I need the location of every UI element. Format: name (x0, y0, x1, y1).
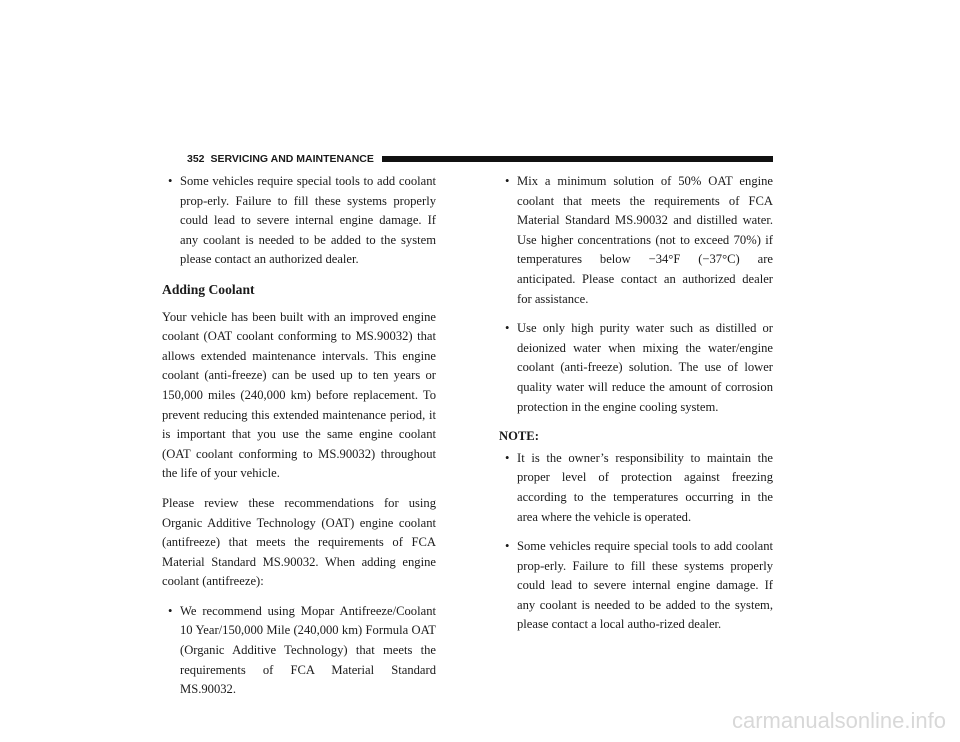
left-column (162, 172, 436, 710)
bullet-text: Use only high purity water such as distilled or deionized water when mixing the water/engine coolant (anti-freeze) solution. The use of lower quality water will reduce the amount of corrosion protection in the engine cooling system. (517, 321, 773, 414)
watermark: carmanualsonline.info (731, 708, 946, 733)
bullet-text: Some vehicles require special tools to add coolant prop-erly. Failure to fill these systems properly could lead to severe internal engine damage. If any coolant is needed to be added to the system please contact an authorized dealer. (180, 174, 436, 267)
right-column (499, 172, 773, 645)
bullet-icon: • (505, 539, 510, 554)
bullet-item (499, 449, 773, 527)
bullet-icon: • (505, 450, 510, 465)
bullet-item (162, 172, 436, 270)
paragraph: Your vehicle has been built with an improved engine coolant (OAT coolant conforming to MS.90032) that allows extended maintenance intervals. This engine coolant (anti-freeze) can be used up to ten years or 150,000 miles (240,000 km) before replacement. To prevent reducing this extended maintenance period, it is important that you use the same engine coolant (OAT coolant conforming to MS.90032) throughout the life of your vehicle. (162, 309, 436, 481)
bullet-text: We recommend using Mopar Antifreeze/Coolant 10 Year/150,000 Mile (240,000 km) Formula OAT (Organic Additive Technology) that meets the requirements of FCA Material Standard MS.90032. (180, 603, 436, 697)
bullet-item (499, 537, 773, 635)
bullet-icon: • (505, 321, 510, 336)
section-title: SERVICING AND MAINTENANCE (210, 153, 374, 165)
bullet-item (499, 319, 773, 417)
subheading-adding-coolant: Adding Coolant (162, 281, 255, 297)
note-label: NOTE: (499, 429, 539, 444)
paragraph: Please review these recommendations for using Organic Additive Technology (OAT) engine coolant (antifreeze) that meets the requirements of FCA Material Standard MS.90032. When adding engine coolant (antifreeze): (162, 495, 436, 589)
page-number: 352 (187, 153, 205, 165)
bullet-icon: • (505, 174, 510, 188)
bullet-item (499, 172, 773, 309)
header-rule (382, 156, 773, 162)
bullet-text: Some vehicles require special tools to add coolant prop-erly. Failure to fill these systems properly could lead to severe internal engine damage. If any coolant is needed to be added to the system, please contact a local autho-rized dealer. (517, 539, 773, 632)
bullet-item (162, 602, 436, 700)
bullet-text: It is the owner’s responsibility to maintain the proper level of protection against freezing according to the temperatures occurring in the area where the vehicle is operated. (517, 450, 773, 524)
page-header (187, 152, 773, 166)
bullet-text: Mix a minimum solution of 50% OAT engine coolant that meets the requirements of FCA Material Standard MS.90032 and distilled water. Use higher concentrations (not to exceed 70%) if temperatures below −34°F (−37°C) are anticipated. Please contact an authorized dealer for assistance. (517, 174, 773, 306)
bullet-icon: • (168, 603, 173, 618)
bullet-icon: • (168, 174, 173, 188)
